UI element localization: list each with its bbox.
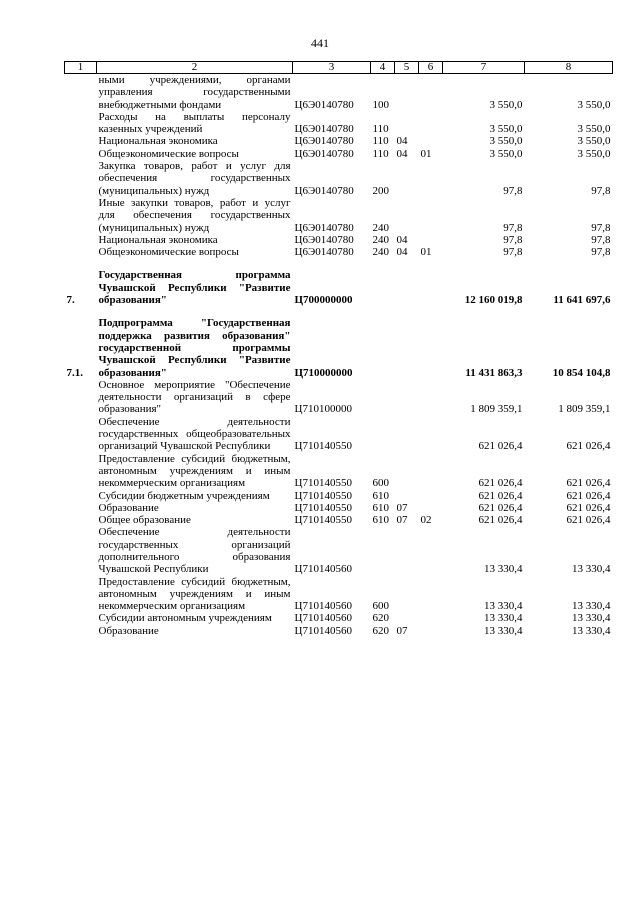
target-article-code: Ц6Э0140780	[294, 98, 354, 111]
row-number: 7.	[66, 294, 75, 307]
section-code	[395, 453, 419, 490]
expense-name: Закупка товаров, работ и услуг для обеспечения государственных (муниципальных) нужд	[98, 160, 291, 197]
table-row	[65, 246, 613, 258]
row-number	[65, 526, 97, 575]
col-header-8: 8	[525, 62, 613, 74]
table-row	[65, 514, 613, 526]
section-code	[395, 526, 419, 575]
expense-name: Предоставление субсидий бюджетным, автономным учреждениям и иным некоммерческим организациям	[98, 575, 291, 613]
amount-year-1: 97,8	[503, 246, 523, 259]
col-header-6: 6	[419, 62, 443, 74]
expense-type-code: 600	[372, 477, 389, 490]
amount-year-2: 3 550,0	[577, 135, 611, 148]
amount-year-2: 621 026,4	[566, 440, 611, 453]
target-article-code: Ц710140560	[294, 563, 352, 576]
row-number	[65, 111, 97, 136]
budget-table	[64, 61, 613, 637]
amount-year-1: 97,8	[503, 233, 523, 246]
table-row	[65, 416, 613, 453]
amount-year-2: 13 330,4	[572, 600, 611, 613]
row-number	[65, 514, 97, 526]
expense-type-code: 600	[372, 600, 389, 613]
subsection-code	[419, 160, 443, 197]
spacer-cell	[65, 306, 613, 317]
row-number	[65, 453, 97, 490]
amount-year-1: 1 809 359,1	[470, 403, 523, 416]
expense-type-code: 620	[372, 624, 389, 637]
table-row	[65, 135, 613, 147]
target-article-code: Ц710140560	[294, 600, 352, 613]
target-article-code: Ц710140550	[294, 440, 352, 453]
row-number	[65, 502, 97, 514]
subsection-code	[419, 269, 443, 306]
amount-year-2: 11 641 697,6	[553, 294, 611, 307]
table-row	[65, 576, 613, 613]
amount-year-1: 12 160 019,8	[464, 294, 523, 307]
target-article-code: Ц6Э0140780	[294, 221, 354, 234]
expense-type-code: 100	[372, 98, 389, 111]
target-article-code: Ц710140560	[294, 612, 352, 625]
page-number: 441	[311, 36, 329, 50]
expense-name: Национальная экономика	[98, 233, 218, 246]
subsection-code: 01	[420, 246, 432, 259]
section-code	[395, 74, 419, 111]
table-row	[65, 74, 613, 111]
subsection-code	[419, 197, 443, 234]
target-article-code: Ц710140550	[294, 501, 352, 514]
target-article-code: Ц6Э0140780	[294, 147, 354, 160]
subsection-code: 02	[420, 514, 432, 527]
expense-type-code: 110	[372, 135, 389, 148]
subsection-code	[419, 502, 443, 514]
table-row	[65, 453, 613, 490]
table-row	[65, 111, 613, 136]
expense-type-code: 620	[372, 612, 389, 625]
amount-year-1: 13 330,4	[484, 600, 523, 613]
amount-year-2: 3 550,0	[577, 147, 611, 160]
amount-year-1: 621 026,4	[478, 489, 523, 502]
subsection-code	[419, 490, 443, 502]
table-row	[65, 317, 613, 378]
section-code: 04	[396, 233, 408, 246]
row-number	[65, 625, 97, 637]
amount-year-1: 621 026,4	[478, 440, 523, 453]
spacer-cell	[65, 258, 613, 269]
col-header-5: 5	[395, 62, 419, 74]
target-article-code: Ц710140550	[294, 489, 352, 502]
section-code	[395, 416, 419, 453]
subsection-code	[419, 612, 443, 624]
amount-year-1: 3 550,0	[489, 135, 523, 148]
expense-type-code: 110	[372, 123, 389, 136]
amount-year-2: 621 026,4	[566, 501, 611, 514]
expense-type-code: 110	[372, 147, 389, 160]
amount-year-2: 13 330,4	[572, 624, 611, 637]
target-article-code: Ц6Э0140780	[294, 123, 354, 136]
target-article-code: Ц710000000	[294, 366, 353, 379]
expense-type-code: 240	[372, 233, 389, 246]
expense-name: Расходы на выплаты персоналу казенных учреждений	[98, 110, 291, 136]
expense-type-code: 240	[372, 221, 389, 234]
expense-type-code	[371, 526, 395, 575]
section-code	[395, 612, 419, 624]
expense-name: Предоставление субсидий бюджетным, автономным учреждениям и иным некоммерческим организациям	[98, 452, 291, 490]
row-number	[65, 576, 97, 613]
expense-name: Подпрограмма "Государственная поддержка развития образования" государственной программы Чувашской Республики "Развитие образования"	[98, 317, 291, 379]
table-row	[65, 526, 613, 575]
amount-year-1: 11 431 863,3	[465, 366, 523, 379]
amount-year-1: 621 026,4	[478, 477, 523, 490]
expense-name: Образование	[98, 624, 159, 637]
expense-type-code	[371, 269, 395, 306]
target-article-code: Ц6Э0140780	[294, 233, 354, 246]
amount-year-2: 10 854 104,8	[552, 366, 611, 379]
amount-year-1: 97,8	[503, 221, 523, 234]
amount-year-1: 3 550,0	[489, 98, 523, 111]
row-number	[65, 246, 97, 258]
amount-year-2: 13 330,4	[572, 612, 611, 625]
expense-type-code	[371, 416, 395, 453]
target-article-code: Ц710140550	[294, 477, 352, 490]
expense-type-code	[371, 379, 395, 416]
amount-year-2: 621 026,4	[566, 489, 611, 502]
expense-name: ными учреждениями, органами управления государственными внебюджетными фондами	[98, 74, 291, 111]
expense-type-code	[371, 317, 395, 378]
section-code	[395, 490, 419, 502]
row-number	[65, 416, 97, 453]
expense-name: Субсидии бюджетным учреждениям	[98, 489, 270, 502]
subsection-code	[419, 576, 443, 613]
subsection-code	[419, 625, 443, 637]
table-row	[65, 490, 613, 502]
col-header-2: 2	[97, 62, 293, 74]
table-row	[65, 234, 613, 246]
amount-year-1: 621 026,4	[478, 514, 523, 527]
section-code	[395, 317, 419, 378]
row-number	[65, 197, 97, 234]
subsection-code	[419, 526, 443, 575]
expense-type-code: 610	[372, 514, 389, 527]
target-article-code: Ц6Э0140780	[294, 184, 354, 197]
expense-name: Общеэкономические вопросы	[98, 147, 239, 160]
amount-year-2: 97,8	[591, 221, 611, 234]
amount-year-2: 97,8	[591, 246, 611, 259]
expense-name: Основное мероприятие "Обеспечение деятельности организаций в сфере образования"	[98, 378, 291, 416]
col-header-3: 3	[293, 62, 371, 74]
subsection-code	[419, 317, 443, 378]
amount-year-2: 97,8	[591, 233, 611, 246]
target-article-code: Ц700000000	[294, 294, 353, 307]
section-code	[395, 379, 419, 416]
expense-type-code: 610	[372, 501, 389, 514]
subsection-code	[419, 453, 443, 490]
expense-type-code: 240	[372, 246, 389, 259]
expense-name: Общее образование	[98, 514, 191, 527]
row-number: 7.1.	[66, 366, 83, 379]
table-row	[65, 269, 613, 306]
section-code	[395, 269, 419, 306]
row-number	[65, 234, 97, 246]
table-row	[65, 612, 613, 624]
row-number	[65, 612, 97, 624]
expense-name: Обеспечение деятельности государственных общеобразовательных организаций Чувашской Республики	[98, 415, 291, 453]
section-code: 07	[396, 624, 408, 637]
table-body	[65, 74, 613, 638]
expense-name: Национальная экономика	[98, 135, 218, 148]
table-row	[65, 197, 613, 234]
table-row	[65, 502, 613, 514]
amount-year-1: 621 026,4	[478, 501, 523, 514]
expense-name: Общеэкономические вопросы	[98, 246, 239, 259]
target-article-code: Ц710140550	[294, 514, 352, 527]
target-article-code: Ц6Э0140780	[294, 135, 354, 148]
amount-year-1: 3 550,0	[489, 123, 523, 136]
target-article-code: Ц710140560	[294, 624, 352, 637]
section-code: 07	[396, 501, 408, 514]
table-row	[65, 379, 613, 416]
amount-year-1: 3 550,0	[489, 147, 523, 160]
expense-type-code: 200	[372, 184, 389, 197]
section-code	[395, 111, 419, 136]
amount-year-2: 3 550,0	[577, 123, 611, 136]
expense-name: Государственная программа Чувашской Республики "Развитие образования"	[98, 269, 291, 307]
row-number	[65, 490, 97, 502]
subsection-code	[419, 135, 443, 147]
section-code	[395, 160, 419, 197]
amount-year-1: 13 330,4	[484, 624, 523, 637]
section-code: 04	[396, 246, 408, 259]
row-number	[65, 379, 97, 416]
amount-year-2: 621 026,4	[566, 477, 611, 490]
section-code	[395, 576, 419, 613]
amount-year-2: 13 330,4	[572, 563, 611, 576]
target-article-code: Ц6Э0140780	[294, 246, 354, 259]
section-code: 07	[396, 514, 408, 527]
amount-year-2: 97,8	[591, 184, 611, 197]
subsection-code	[419, 74, 443, 111]
section-code: 04	[396, 147, 408, 160]
table-row	[65, 160, 613, 197]
section-code	[395, 197, 419, 234]
expense-name: Субсидии автономным учреждениям	[98, 612, 272, 625]
subsection-code	[419, 416, 443, 453]
table-row	[65, 148, 613, 160]
spacer-row	[65, 306, 613, 317]
subsection-code	[419, 111, 443, 136]
amount-year-1: 97,8	[503, 184, 523, 197]
amount-year-2: 1 809 359,1	[558, 403, 611, 416]
amount-year-1: 13 330,4	[484, 612, 523, 625]
expense-type-code: 610	[372, 489, 389, 502]
amount-year-1: 13 330,4	[484, 563, 523, 576]
section-code: 04	[396, 135, 408, 148]
col-header-7: 7	[443, 62, 525, 74]
amount-year-2: 3 550,0	[577, 98, 611, 111]
row-number	[65, 160, 97, 197]
row-number	[65, 148, 97, 160]
expense-name: Обеспечение деятельности государственных организаций дополнительного образования Чувашской Республики	[98, 526, 291, 576]
col-header-1: 1	[65, 62, 97, 74]
subsection-code	[419, 234, 443, 246]
target-article-code: Ц710100000	[294, 403, 352, 416]
row-number	[65, 74, 97, 111]
expense-name: Иные закупки товаров, работ и услуг для обеспечения государственных (муниципальных) нужд	[98, 196, 291, 234]
row-number	[65, 135, 97, 147]
subsection-code	[419, 379, 443, 416]
amount-year-2: 621 026,4	[566, 514, 611, 527]
column-number-header-row	[65, 62, 613, 74]
expense-name: Образование	[98, 501, 159, 514]
spacer-row	[65, 258, 613, 269]
col-header-4: 4	[371, 62, 395, 74]
table-row	[65, 625, 613, 637]
subsection-code: 01	[420, 147, 432, 160]
